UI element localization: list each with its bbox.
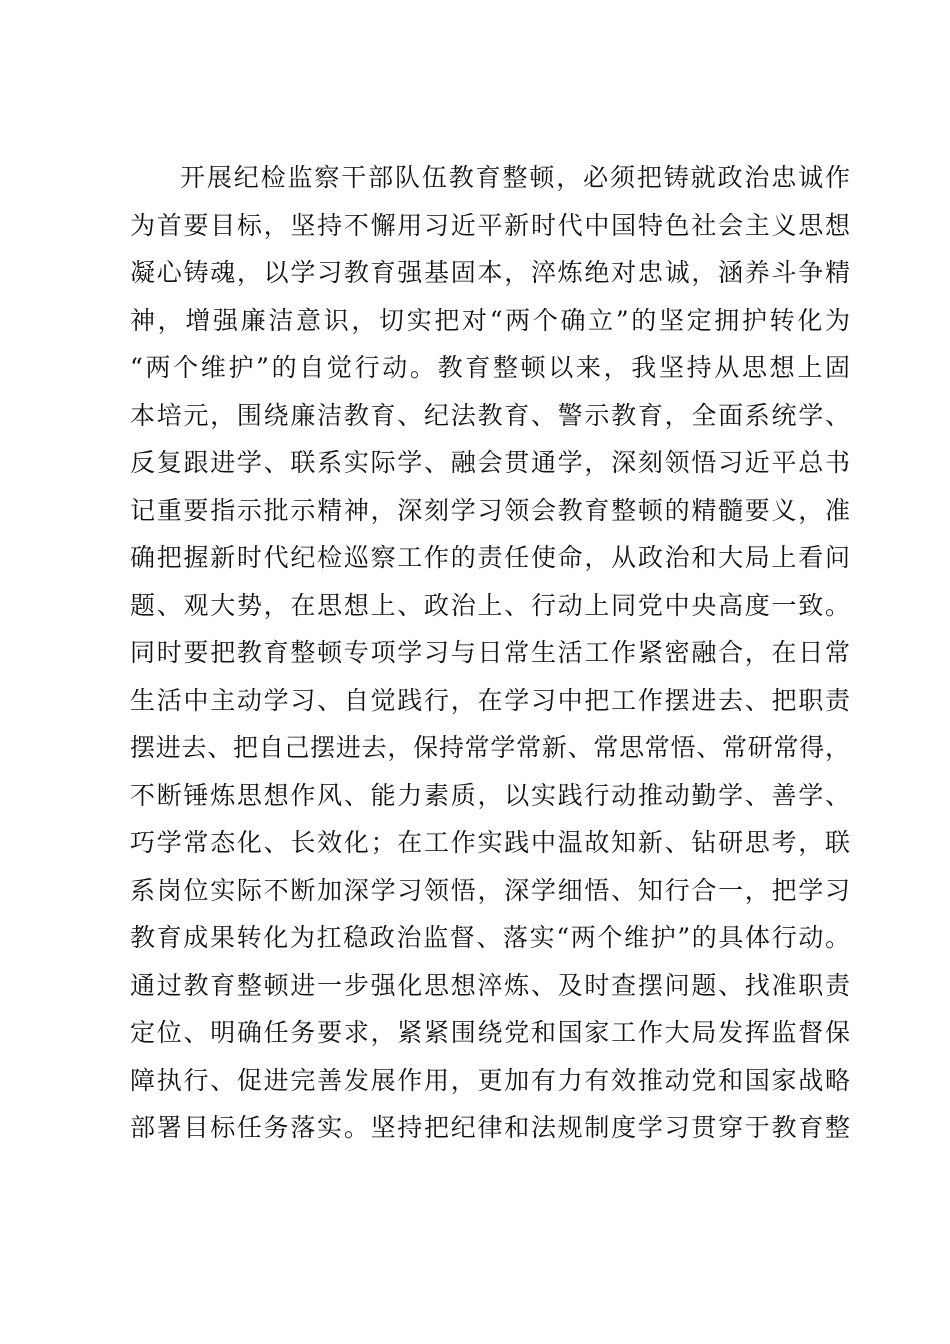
paragraph-line: 摆进去、把自己摆进去，保持常学常新、常思常悟、常研常得，	[130, 733, 850, 762]
paragraph-line: 本培元，围绕廉洁教育、纪法教育、警示教育，全面系统学、	[130, 400, 850, 430]
paragraph-line: 通过教育整顿进一步强化思想淬炼、及时查摆问题、找准职责	[130, 970, 850, 1000]
paragraph-line: 教育成果转化为扛稳政治监督、落实“两个维护”的具体行动。	[130, 923, 850, 952]
paragraph-line: 为首要目标，坚持不懈用习近平新时代中国特色社会主义思想	[130, 210, 850, 240]
paragraph-line: 部署目标任务落实。坚持把纪律和法规制度学习贯穿于教育整	[130, 1113, 850, 1142]
paragraph-line: 定位、明确任务要求，紧紧围绕党和国家工作大局发挥监督保	[130, 1018, 850, 1047]
paragraph-line: 反复跟进学、联系实际学、融会贯通学，深刻领悟习近平总书	[130, 448, 850, 477]
paragraph-line: “两个维护”的自觉行动。教育整顿以来，我坚持从思想上固	[130, 353, 850, 382]
paragraph-line: 题、观大势，在思想上、政治上、行动上同党中央高度一致。	[130, 590, 850, 620]
paragraph-line: 凝心铸魂，以学习教育强基固本，淬炼绝对忠诚，涵养斗争精	[130, 258, 850, 287]
paragraph-line: 记重要指示批示精神，深刻学习领会教育整顿的精髓要义，准	[130, 495, 850, 525]
paragraph-line: 不断锤炼思想作风、能力素质，以实践行动推动勤学、善学、	[130, 780, 850, 810]
body-paragraph	[130, 154, 850, 1152]
paragraph-line: 系岗位实际不断加深学习领悟，深学细悟、知行合一，把学习	[130, 875, 850, 905]
paragraph-line: 生活中主动学习、自觉践行，在学习中把工作摆进去、把职责	[130, 685, 850, 715]
paragraph-line: 开展纪检监察干部队伍教育整顿，必须把铸就政治忠诚作	[180, 163, 850, 192]
paragraph-line: 确把握新时代纪检巡察工作的责任使命，从政治和大局上看问	[130, 543, 850, 572]
paragraph-line: 障执行、促进完善发展作用，更加有力有效推动党和国家战略	[130, 1065, 850, 1095]
paragraph-line: 神，增强廉洁意识，切实把对“两个确立”的坚定拥护转化为	[130, 305, 850, 335]
paragraph-line: 同时要把教育整顿专项学习与日常生活工作紧密融合，在日常	[130, 638, 850, 667]
paragraph-line: 巧学常态化、长效化；在工作实践中温故知新、钻研思考，联	[130, 828, 850, 857]
